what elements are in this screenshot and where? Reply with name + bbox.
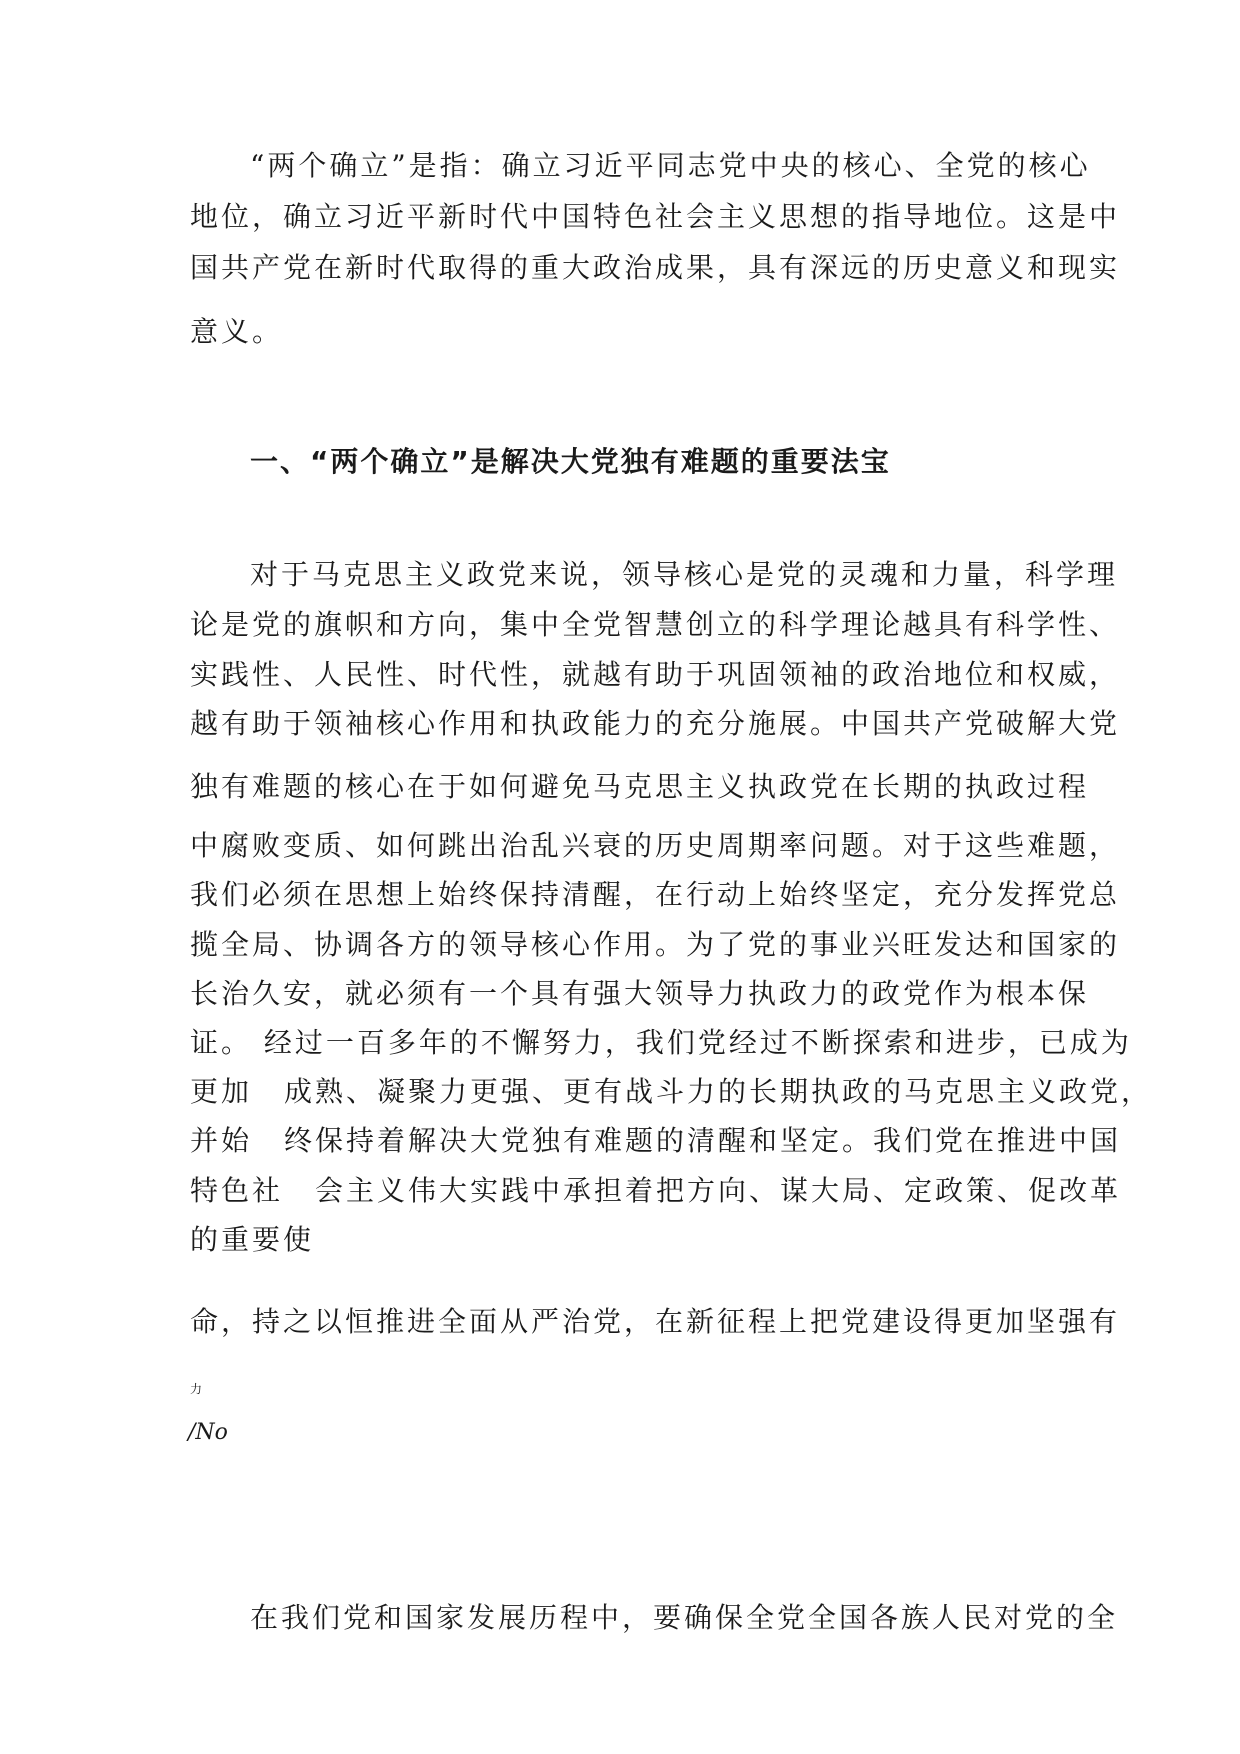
stray-character: 力 xyxy=(190,1382,203,1396)
body-line-10: 证。 经过一百多年的不懈努力，我们党经过不断探索和进步，已成为 xyxy=(190,1026,1132,1059)
intro-line-1: “两个确立”是指：确立习近平同志党中央的核心、全党的核心 xyxy=(250,149,1091,182)
body-line-3: 实践性、人民性、时代性，就越有助于巩固领袖的政治地位和权威， xyxy=(190,658,1121,691)
body-line-12-b: 终保持着解决大党独有难题的清醒和坚定。我们党在推进中国 xyxy=(284,1124,1122,1157)
body-line-11-b: 成熟、凝聚力更强、更有战斗力的长期执政的马克思主义政党， xyxy=(284,1075,1153,1108)
section-heading: 一、“两个确立”是解决大党独有难题的重要法宝 xyxy=(250,445,891,478)
body-line-13-a: 特色社 xyxy=(190,1174,284,1207)
body-line-1: 对于马克思主义政党来说，领导核心是党的灵魂和力量，科学理 xyxy=(250,558,1119,591)
body-line-9: 长治久安，就必须有一个具有强大领导力执政力的政党作为根本保 xyxy=(190,977,1090,1010)
intro-line-4: 意义。 xyxy=(190,315,284,348)
body-line-13-b: 会主义伟大实践中承担着把方向、谋大局、定政策、促改革 xyxy=(315,1174,1122,1207)
body-line-11-a: 更加 xyxy=(190,1075,253,1108)
body-line-14: 的重要使 xyxy=(190,1223,315,1256)
body-line-7: 我们必须在思想上始终保持清醒，在行动上始终坚定，充分发挥党总 xyxy=(190,878,1121,911)
body-line-13 xyxy=(190,1171,1121,1211)
body-line-12 xyxy=(190,1121,1121,1161)
body-line-4: 越有助于领袖核心作用和执政能力的充分施展。中国共产党破解大党 xyxy=(190,707,1121,740)
body-line-12-a: 并始 xyxy=(190,1124,253,1157)
section2-line-1: 在我们党和国家发展历程中，要确保全党全国各族人民对党的全 xyxy=(250,1601,1119,1634)
body-line-6: 中腐败变质、如何跳出治乱兴衰的历史周期率问题。对于这些难题， xyxy=(190,829,1121,862)
intro-line-3: 国共产党在新时代取得的重大政治成果，具有深远的历史意义和现实 xyxy=(190,251,1121,284)
body-line-5: 独有难题的核心在于如何避免马克思主义执政党在长期的执政过程 xyxy=(190,770,1090,803)
body-line-15: 命，持之以恒推进全面从严治党，在新征程上把党建设得更加坚强有 xyxy=(190,1305,1121,1338)
body-line-11 xyxy=(190,1072,1152,1112)
body-line-8: 揽全局、协调各方的领导核心作用。为了党的事业兴旺发达和国家的 xyxy=(190,928,1121,961)
ocr-artifact: /No xyxy=(188,1420,228,1445)
intro-line-2: 地位，确立习近平新时代中国特色社会主义思想的指导地位。这是中 xyxy=(190,200,1121,233)
body-line-2: 论是党的旗帜和方向，集中全党智慧创立的科学理论越具有科学性、 xyxy=(190,608,1121,641)
